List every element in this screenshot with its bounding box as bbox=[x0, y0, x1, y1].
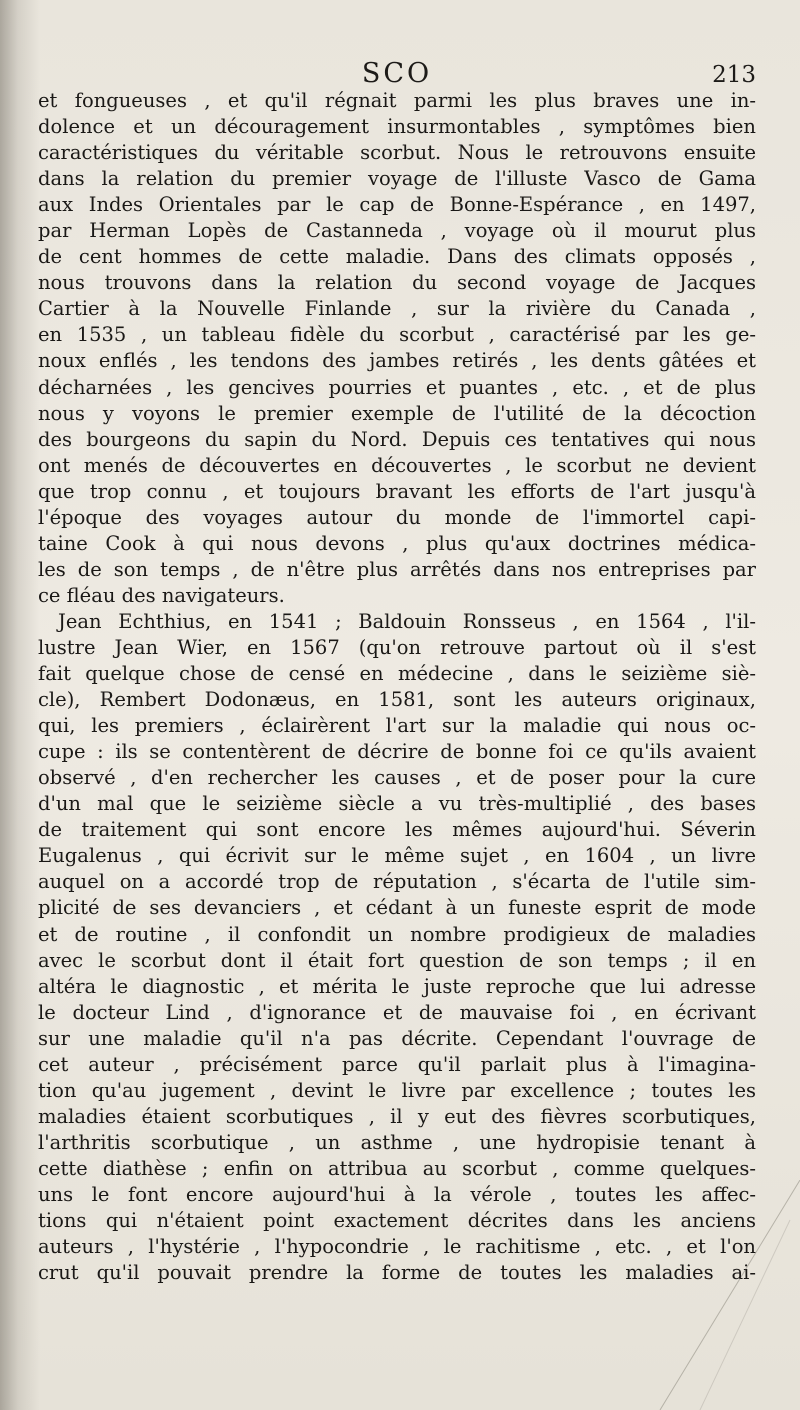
text-line: cette diathèse ; enfin on attribua au scorbut , comme quelques- bbox=[38, 1156, 756, 1180]
text-line: cupe : ils se contentèrent de décrire de bonne foi ce qu'ils avaient bbox=[38, 740, 756, 764]
text-line: tions qui n'étaient point exactement décrites dans les anciens bbox=[38, 1209, 756, 1233]
text-line: plicité de ses devanciers , et cédant à un funeste esprit de mode bbox=[38, 896, 756, 920]
text-line: le docteur Lind , d'ignorance et de mauvaise foi , en écrivant bbox=[38, 1000, 756, 1024]
text-line: en 1535 , un tableau fidèle du scorbut , caractérisé par les ge- bbox=[38, 323, 756, 347]
text-line: auquel on a accordé trop de réputation , s'écarta de l'utile sim- bbox=[38, 870, 756, 894]
text-line: de traitement qui sont encore les mêmes aujourd'hui. Séverin bbox=[38, 818, 756, 842]
text-line: Cartier à la Nouvelle Finlande , sur la rivière du Canada , bbox=[38, 297, 756, 321]
text-line: uns le font encore aujourd'hui à la vérole , toutes les affec- bbox=[38, 1182, 756, 1206]
paragraph-start-line: Jean Echthius, en 1541 ; Baldouin Ronsseus , en 1564 , l'il- bbox=[58, 609, 756, 633]
text-line: observé , d'en rechercher les causes , et de poser pour la cure bbox=[38, 766, 756, 790]
text-line: taine Cook à qui nous devons , plus qu'aux doctrines médica- bbox=[38, 531, 756, 555]
text-line: noux enflés , les tendons des jambes retirés , les dents gâtées et bbox=[38, 349, 756, 373]
page-number: 213 bbox=[712, 62, 756, 88]
body-text bbox=[38, 88, 756, 1286]
text-line: les de son temps , de n'être plus arrêtés dans nos entreprises par bbox=[38, 557, 756, 581]
text-line: crut qu'il pouvait prendre la forme de toutes les maladies ai- bbox=[38, 1261, 756, 1285]
page-header bbox=[38, 58, 756, 90]
text-line: dolence et un découragement insurmontables , symptômes bien bbox=[38, 115, 756, 139]
text-line: ont menés de découvertes en découvertes , le scorbut ne devient bbox=[38, 453, 756, 477]
text-line: l'arthritis scorbutique , un asthme , une hydropisie tenant à bbox=[38, 1130, 756, 1154]
text-line: nous y voyons le premier exemple de l'utilité de la décoction bbox=[38, 401, 756, 425]
running-title: SCO bbox=[361, 58, 433, 89]
paragraph-end-line: ce fléau des navigateurs. bbox=[38, 583, 285, 607]
text-line: maladies étaient scorbutiques , il y eut des fièvres scorbutiques, bbox=[38, 1104, 756, 1128]
text-line: cet auteur , précisément parce qu'il parlait plus à l'imagina- bbox=[38, 1052, 756, 1076]
text-line: caractéristiques du véritable scorbut. Nous le retrouvons ensuite bbox=[38, 141, 756, 165]
text-line: qui, les premiers , éclairèrent l'art sur la maladie qui nous oc- bbox=[38, 714, 756, 738]
text-line: d'un mal que le seizième siècle a vu très-multiplié , des bases bbox=[38, 792, 756, 816]
text-line: des bourgeons du sapin du Nord. Depuis ces tentatives qui nous bbox=[38, 427, 756, 451]
text-line: et de routine , il confondit un nombre prodigieux de maladies bbox=[38, 922, 756, 946]
text-line: sur une maladie qu'il n'a pas décrite. Cependant l'ouvrage de bbox=[38, 1026, 756, 1050]
text-line: altéra le diagnostic , et mérita le juste reproche que lui adresse bbox=[38, 974, 756, 998]
text-line: Eugalenus , qui écrivit sur le même sujet , en 1604 , un livre bbox=[38, 844, 756, 868]
text-line: dans la relation du premier voyage de l'illuste Vasco de Gama bbox=[38, 167, 756, 191]
text-line: décharnées , les gencives pourries et puantes , etc. , et de plus bbox=[38, 375, 756, 399]
text-line: que trop connu , et toujours bravant les efforts de l'art jusqu'à bbox=[38, 479, 756, 503]
text-line: avec le scorbut dont il était fort question de son temps ; il en bbox=[38, 948, 756, 972]
text-line: fait quelque chose de censé en médecine , dans le seizième siè- bbox=[38, 662, 756, 686]
text-line: l'époque des voyages autour du monde de l'immortel capi- bbox=[38, 505, 756, 529]
text-line: cle), Rembert Dodonæus, en 1581, sont les auteurs originaux, bbox=[38, 688, 756, 712]
text-line: lustre Jean Wier, en 1567 (qu'on retrouve partout où il s'est bbox=[38, 635, 756, 659]
text-line: aux Indes Orientales par le cap de Bonne-Espérance , en 1497, bbox=[38, 193, 756, 217]
text-line: de cent hommes de cette maladie. Dans des climats opposés , bbox=[38, 245, 756, 269]
text-line: tion qu'au jugement , devint le livre par excellence ; toutes les bbox=[38, 1078, 756, 1102]
text-line: auteurs , l'hystérie , l'hypocondrie , le rachitisme , etc. , et l'on bbox=[38, 1235, 756, 1259]
text-line: par Herman Lopès de Castanneda , voyage où il mourut plus bbox=[38, 219, 756, 243]
text-line: nous trouvons dans la relation du second voyage de Jacques bbox=[38, 271, 756, 295]
text-line: et fongueuses , et qu'il régnait parmi les plus braves une in- bbox=[38, 89, 756, 112]
